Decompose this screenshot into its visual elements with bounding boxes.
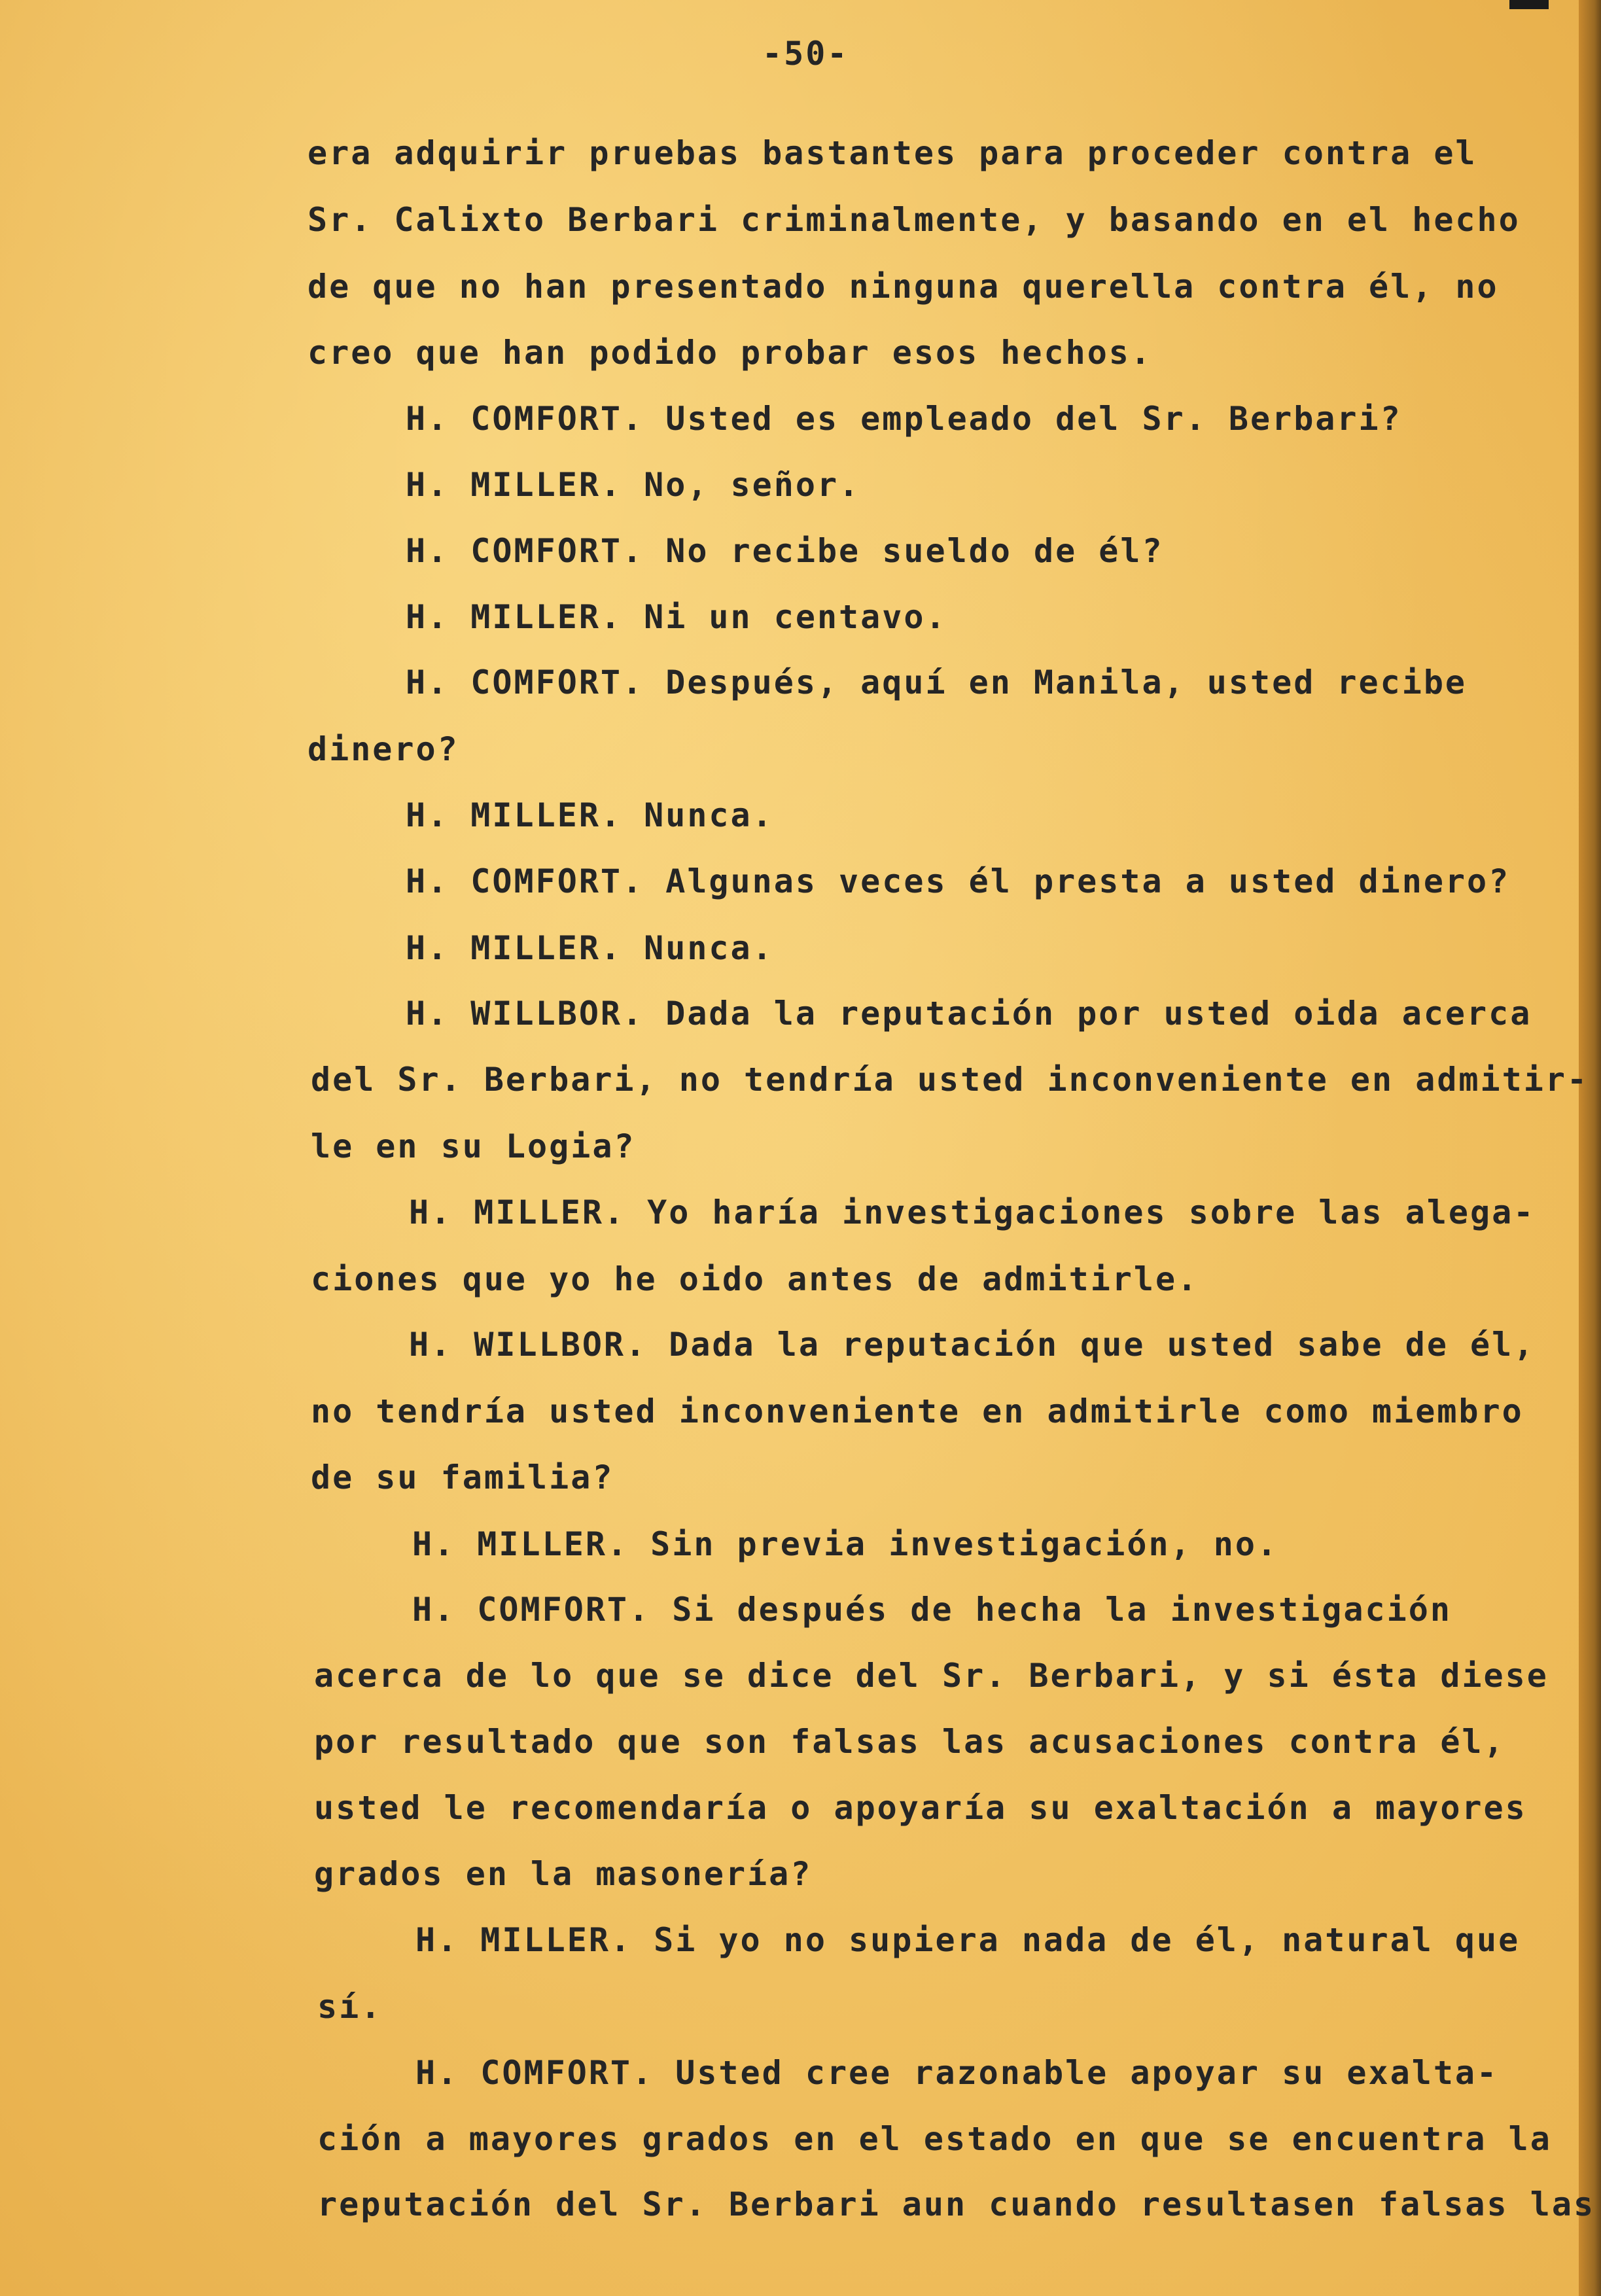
text-line: grados en la masonería? — [314, 1855, 813, 1893]
page-number: -50- — [762, 35, 849, 73]
text-line: H. COMFORT. Después, aquí en Manila, usted recibe — [406, 663, 1468, 701]
text-line: sí. — [317, 1988, 383, 2026]
text-line: de su familia? — [311, 1458, 614, 1496]
text-line: H. MILLER. Si yo no supiera nada de él, natural que — [415, 1921, 1521, 1959]
text-line: le en su Logia? — [311, 1127, 636, 1165]
text-line: H. COMFORT. Usted cree razonable apoyar su exalta- — [415, 2054, 1499, 2092]
text-line: H. MILLER. Nunca. — [406, 796, 774, 834]
text-line: H. MILLER. Ni un centavo. — [406, 598, 947, 636]
text-line: H. MILLER. Yo haría investigaciones sobre las alega- — [409, 1193, 1536, 1231]
text-line: reputación del Sr. Berbari aun cuando resultasen falsas las — [317, 2185, 1596, 2223]
text-line: del Sr. Berbari, no tendría usted inconveniente en admitir- — [311, 1061, 1589, 1099]
text-line: H. WILLBOR. Dada la reputación por usted oida acerca — [406, 995, 1532, 1033]
text-line: creo que han podido probar esos hechos. — [308, 334, 1152, 372]
text-line: no tendría usted inconveniente en admitirle como miembro — [311, 1392, 1524, 1430]
text-line: ciones que yo he oido antes de admitirle. — [311, 1260, 1199, 1298]
text-line: ción a mayores grados en el estado en que se encuentra la — [317, 2120, 1552, 2158]
text-line: H. COMFORT. Algunas veces él presta a usted dinero? — [406, 862, 1511, 900]
text-line: H. MILLER. No, señor. — [406, 466, 861, 504]
text-line: H. COMFORT. No recibe sueldo de él? — [406, 532, 1164, 570]
page-edge — [1579, 0, 1601, 2296]
text-line: H. COMFORT. Usted es empleado del Sr. Berbari? — [406, 400, 1402, 438]
text-line: dinero? — [308, 730, 459, 768]
text-line: de que no han presentado ninguna querella contra él, no — [308, 268, 1499, 306]
corner-mark — [1509, 0, 1549, 9]
text-line: H. WILLBOR. Dada la reputación que usted sabe de él, — [409, 1326, 1536, 1364]
text-line: Sr. Calixto Berbari criminalmente, y basando en el hecho — [308, 201, 1521, 239]
text-line: era adquirir pruebas bastantes para proceder contra el — [308, 134, 1477, 172]
text-line: por resultado que son falsas las acusaciones contra él, — [314, 1723, 1505, 1761]
text-line: H. MILLER. Nunca. — [406, 929, 774, 967]
text-line: usted le recomendaría o apoyaría su exaltación a mayores — [314, 1789, 1527, 1827]
text-line: acerca de lo que se dice del Sr. Berbari, y si ésta diese — [314, 1657, 1549, 1695]
text-line: H. MILLER. Sin previa investigación, no. — [412, 1525, 1279, 1563]
text-line: H. COMFORT. Si después de hecha la investigación — [412, 1591, 1452, 1629]
